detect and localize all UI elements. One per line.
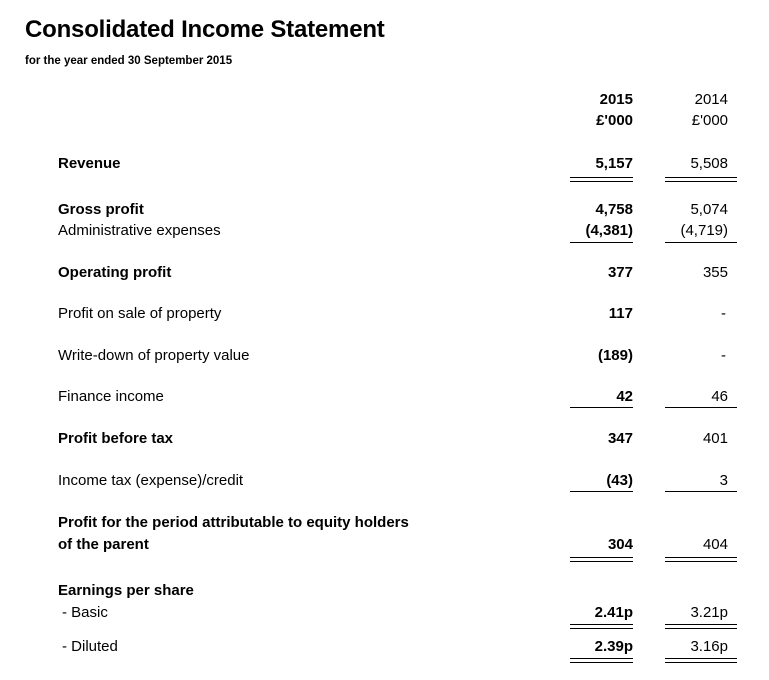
- column-header-2014: [692, 89, 728, 131]
- underline: [570, 491, 633, 492]
- value-profit-on-sale-2014: -: [721, 305, 726, 322]
- page-title: Consolidated Income Statement: [25, 16, 385, 43]
- double-underline: [665, 624, 737, 629]
- value-finance-income-2014: 46: [711, 388, 728, 405]
- double-underline: [665, 557, 737, 562]
- row-label-income-tax: Income tax (expense)/credit: [58, 472, 244, 489]
- double-underline: [570, 624, 633, 629]
- row-label-eps-diluted: - Diluted: [62, 638, 118, 655]
- value-profit-before-tax-2014: 401: [702, 430, 728, 447]
- value-profit-for-period-2015: 304: [607, 536, 633, 553]
- page-subtitle: for the year ended 30 September 2015: [25, 55, 233, 67]
- underline: [665, 407, 737, 408]
- column-year-2014: 2014: [694, 91, 728, 108]
- value-profit-on-sale-2015: 117: [608, 305, 633, 322]
- row-label-operating-profit: Operating profit: [58, 264, 172, 281]
- value-write-down-2014: -: [721, 347, 726, 364]
- value-profit-for-period-2014: 404: [702, 536, 728, 553]
- value-operating-profit-2015: 377: [607, 264, 633, 281]
- double-underline: [570, 557, 633, 562]
- value-revenue-2014: 5,508: [690, 155, 728, 172]
- row-label-profit-on-sale: Profit on sale of property: [58, 305, 222, 322]
- value-eps-basic-2014: 3.21p: [690, 604, 728, 621]
- underline: [665, 491, 737, 492]
- row-label-profit-for-period-line1: Profit for the period attributable to equity holders: [58, 514, 409, 531]
- column-header-2015: [596, 89, 633, 131]
- value-profit-before-tax-2015: 347: [607, 430, 633, 447]
- value-eps-basic-2015: 2.41p: [594, 604, 633, 621]
- value-income-tax-2015: (43): [606, 472, 633, 489]
- value-write-down-2015: (189): [597, 347, 633, 364]
- row-label-revenue: Revenue: [58, 155, 121, 172]
- double-underline: [570, 658, 633, 663]
- row-label-write-down: Write-down of property value: [58, 347, 250, 364]
- column-year-2015: 2015: [599, 91, 633, 108]
- value-finance-income-2015: 42: [616, 388, 633, 405]
- value-revenue-2015: 5,157: [595, 155, 633, 172]
- row-label-profit-for-period-line2: of the parent: [58, 536, 149, 553]
- value-income-tax-2014: 3: [719, 472, 728, 489]
- column-unit-2015: £'000: [596, 112, 633, 129]
- value-admin-expenses-2015: (4,381): [585, 222, 633, 239]
- double-underline: [665, 658, 737, 663]
- double-underline: [665, 177, 737, 182]
- value-gross-profit-2014: 5,074: [690, 201, 728, 218]
- underline: [570, 242, 633, 243]
- row-label-profit-before-tax: Profit before tax: [58, 430, 174, 447]
- row-label-eps-basic: - Basic: [62, 604, 108, 621]
- value-eps-diluted-2014: 3.16p: [690, 638, 728, 655]
- value-eps-diluted-2015: 2.39p: [594, 638, 633, 655]
- value-admin-expenses-2014: (4,719): [680, 222, 728, 239]
- value-operating-profit-2014: 355: [702, 264, 728, 281]
- value-gross-profit-2015: 4,758: [595, 201, 633, 218]
- row-label-eps: Earnings per share: [58, 582, 194, 599]
- underline: [570, 407, 633, 408]
- row-label-admin-expenses: Administrative expenses: [58, 222, 221, 239]
- column-unit-2014: £'000: [691, 112, 728, 129]
- row-label-finance-income: Finance income: [58, 388, 164, 405]
- double-underline: [570, 177, 633, 182]
- row-label-gross-profit: Gross profit: [58, 201, 144, 218]
- underline: [665, 242, 737, 243]
